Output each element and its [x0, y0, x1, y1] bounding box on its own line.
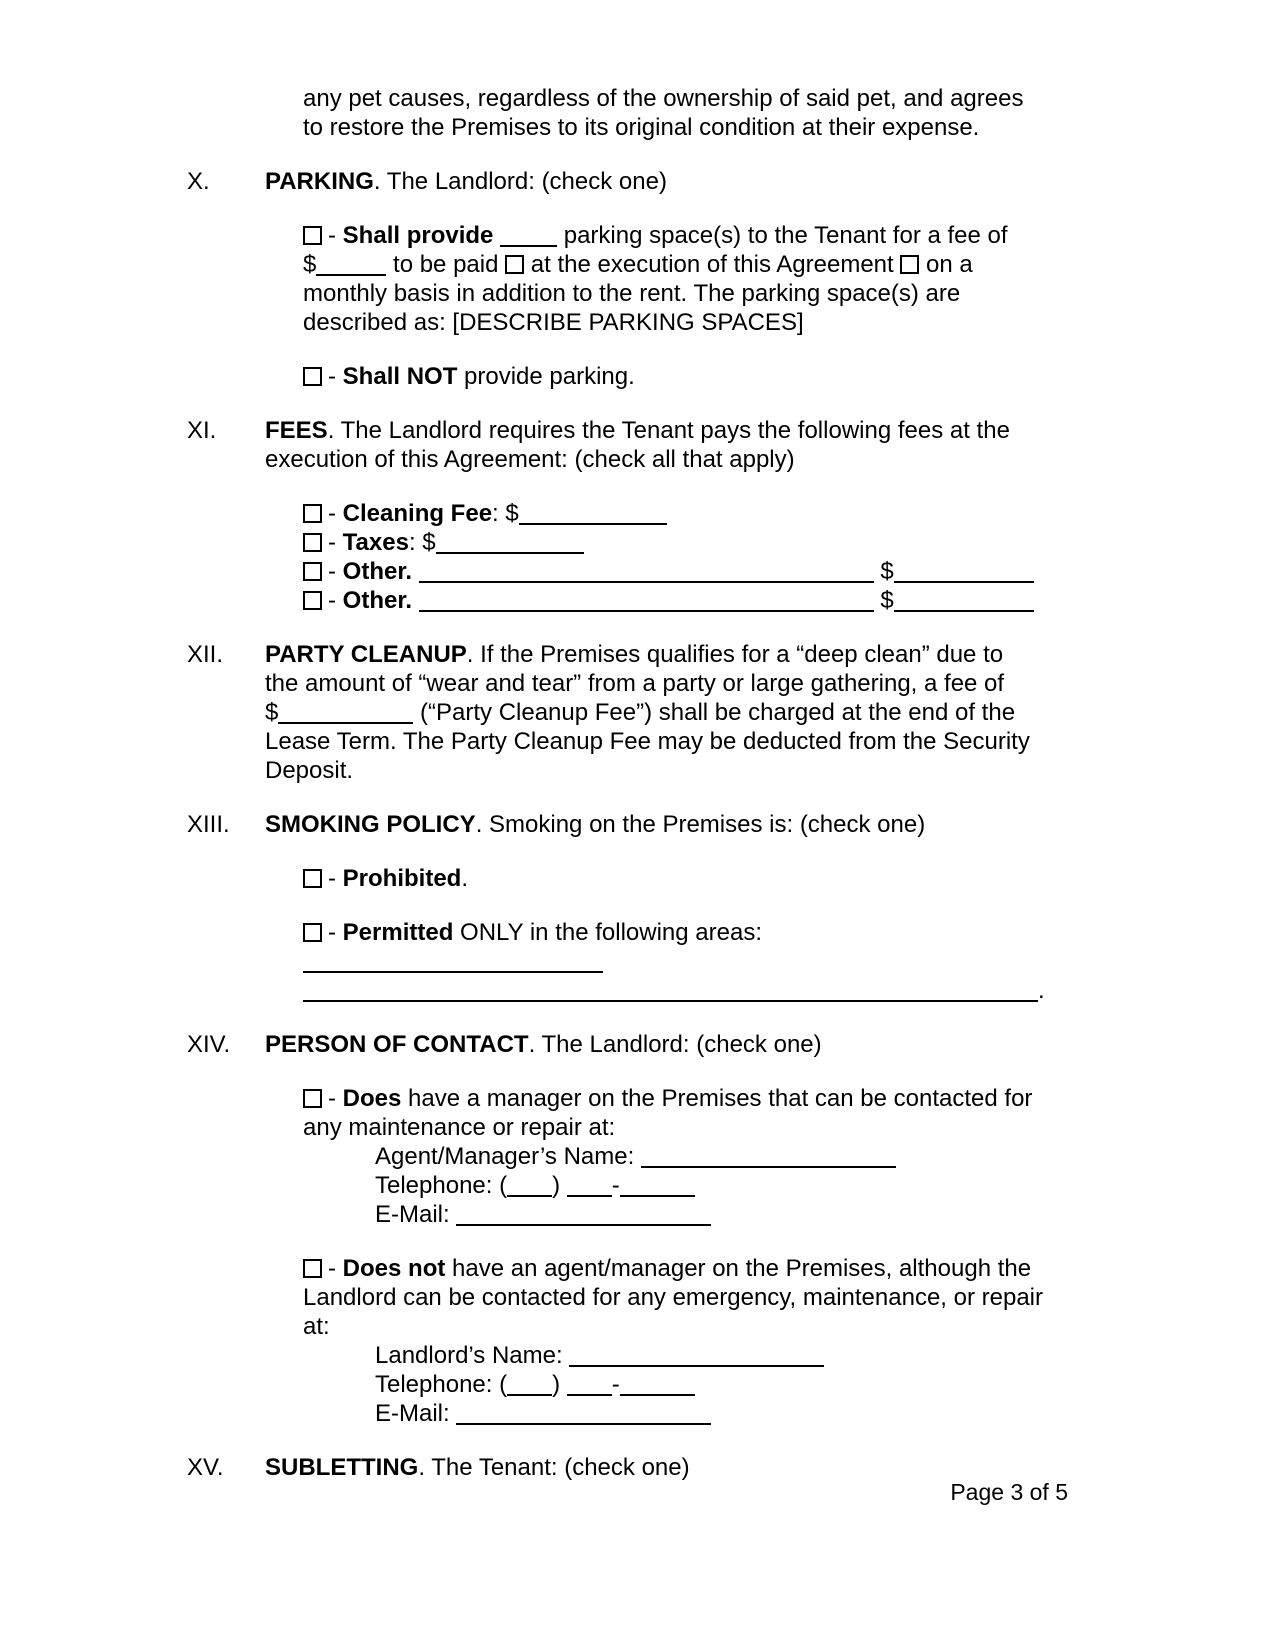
section-heading-rest: . The Landlord: (check one): [373, 168, 667, 195]
option-text: ONLY in the following areas:: [453, 919, 762, 946]
section-number: XIII.: [187, 811, 230, 838]
blank-parking-fee[interactable]: [316, 255, 386, 276]
checkbox-prohibited[interactable]: [303, 869, 322, 888]
fee-amount-group: [422, 529, 583, 556]
option-text: .: [461, 865, 469, 892]
dollar-sign: $: [873, 558, 894, 585]
option-does-not-have-manager: [303, 1254, 1048, 1341]
section-body: [265, 416, 1275, 640]
option-label: Does not: [342, 1255, 446, 1282]
blank-taxes-amount[interactable]: [436, 533, 584, 554]
section-number-empty: [187, 84, 265, 167]
section-number: XI.: [187, 417, 217, 444]
permitted-area-line-2: [303, 976, 1048, 1005]
section-smoking-policy: [187, 810, 1275, 1030]
checkbox-other-1[interactable]: [303, 562, 322, 581]
section-body: [265, 1453, 1275, 1507]
blank-landlord-email[interactable]: [456, 1404, 711, 1425]
field-label: -: [611, 1172, 620, 1199]
section-paragraph: [265, 640, 1040, 785]
blank-agent-name[interactable]: [641, 1147, 896, 1168]
option-label: Shall provide: [342, 222, 494, 249]
option-label: Permitted: [342, 919, 454, 946]
section-heading: [265, 167, 1040, 196]
option-text: :: [408, 529, 423, 556]
checkbox-taxes[interactable]: [303, 533, 322, 552]
fee-amount-group: [874, 558, 1034, 585]
fee-item-cleaning: [303, 499, 1048, 528]
section-title: SMOKING POLICY: [265, 811, 476, 838]
field-label: E-Mail:: [375, 1201, 457, 1228]
blank-permitted-area-1[interactable]: [303, 952, 603, 973]
dollar-sign: $: [873, 587, 894, 614]
fee-item-other-2: [303, 586, 1048, 615]
field-agent-email: [375, 1200, 1150, 1229]
dollar-sign: $: [422, 529, 436, 556]
option-dash: -: [328, 1255, 343, 1282]
section-text: (“Party Cleanup Fee”) shall be charged at the end of the Lease Term. The Party Cleanup Fee may be deducted from the Security Deposit.: [265, 699, 1037, 784]
section-party-cleanup: [187, 640, 1275, 810]
field-label: E-Mail:: [375, 1400, 457, 1427]
option-dash: -: [328, 529, 343, 556]
checkbox-permitted[interactable]: [303, 923, 322, 942]
option-dash: -: [328, 1085, 343, 1112]
fee-amount-group: [874, 587, 1034, 614]
section-heading-rest: . Smoking on the Premises is: (check one): [475, 811, 926, 838]
page-number: Page 3 of 5: [950, 1479, 1068, 1505]
dollar-sign: $: [505, 500, 519, 527]
blank-landlord-name[interactable]: [569, 1346, 824, 1367]
section-heading: [265, 416, 1040, 474]
field-label: ): [552, 1371, 567, 1398]
blank-agent-phone-area[interactable]: [507, 1176, 552, 1197]
spacer-text: [412, 587, 419, 614]
checkbox-shall-provide[interactable]: [303, 226, 322, 245]
dollar-sign: $: [265, 699, 279, 726]
section-body: [265, 1030, 1275, 1453]
fee-amount-group: [505, 500, 666, 527]
blank-agent-phone-line[interactable]: [620, 1176, 695, 1197]
permitted-area-line-1: [303, 947, 1048, 976]
section-person-of-contact: [187, 1030, 1275, 1453]
section-title: PARTY CLEANUP: [265, 641, 467, 668]
line-period: .: [1038, 977, 1045, 1004]
blank-permitted-area-2[interactable]: [303, 981, 1038, 1002]
continuation-body: [265, 84, 1275, 167]
section-number: XIV.: [187, 1031, 231, 1058]
field-label: Landlord’s Name:: [375, 1342, 570, 1369]
checkbox-shall-not-provide[interactable]: [303, 367, 322, 386]
option-dash: -: [328, 919, 343, 946]
option-does-have-manager: [303, 1084, 1048, 1142]
blank-landlord-phone-line[interactable]: [620, 1375, 695, 1396]
section-number: XV.: [187, 1454, 224, 1481]
option-dash: -: [328, 558, 343, 585]
option-text: at the execution of this Agreement: [524, 251, 901, 278]
blank-cleaning-fee-amount[interactable]: [519, 504, 667, 525]
blank-parking-spaces[interactable]: [500, 226, 557, 247]
section-body: [265, 810, 1275, 1030]
fee-amount-group: [265, 699, 413, 726]
section-number: X.: [187, 168, 210, 195]
section-title: PARKING: [265, 168, 374, 195]
section-parking: [187, 167, 1275, 416]
section-body: [265, 640, 1275, 810]
section-heading: [265, 810, 1040, 839]
section-title: SUBLETTING: [265, 1454, 419, 1481]
field-label: Agent/Manager’s Name:: [375, 1143, 641, 1170]
option-permitted: [303, 918, 1048, 947]
option-label: Cleaning Fee: [342, 500, 493, 527]
option-label: Other.: [342, 587, 413, 614]
option-dash: -: [328, 865, 343, 892]
section-heading-rest: . The Tenant: (check one): [418, 1454, 690, 1481]
dollar-sign: $: [303, 251, 317, 278]
section-heading-rest: . The Landlord: (check one): [528, 1031, 822, 1058]
field-label: Telephone: (: [375, 1371, 508, 1398]
blank-other-1-desc[interactable]: [419, 562, 874, 583]
fee-item-other-1: [303, 557, 1048, 586]
section-text: . If the Premises qualifies for a “deep clean” due to the amount of “wear and tear” from a party or large gathering, a fee of: [265, 641, 1011, 697]
option-shall-not-provide: [303, 362, 1048, 391]
field-landlord-email: [375, 1399, 1150, 1428]
option-text: on a monthly basis in addition to the rent. The parking space(s) are described as: [DESCRIBE PARKING SPACES]: [303, 251, 980, 336]
option-prohibited: [303, 864, 1048, 893]
checkbox-cleaning-fee[interactable]: [303, 504, 322, 523]
field-landlord-telephone: [375, 1370, 1150, 1399]
option-label: Other.: [342, 558, 413, 585]
option-text: have an agent/manager on the Premises, although the Landlord can be contacted for any emergency, maintenance, or repair at:: [303, 1255, 1050, 1340]
field-label: -: [611, 1371, 620, 1398]
fee-item-taxes: [303, 528, 1048, 557]
option-text: have a manager on the Premises that can be contacted for any maintenance or repair at:: [303, 1085, 1040, 1141]
option-label: Taxes: [342, 529, 409, 556]
blank-landlord-phone-area[interactable]: [507, 1375, 552, 1396]
field-label: Telephone: (: [375, 1172, 508, 1199]
option-dash: -: [328, 222, 343, 249]
field-agent-name: [375, 1142, 1150, 1171]
blank-other-2-amount[interactable]: [894, 591, 1034, 612]
option-text: to be paid: [386, 251, 506, 278]
field-landlord-name: [375, 1341, 1150, 1370]
blank-agent-email[interactable]: [456, 1205, 711, 1226]
section-number: XII.: [187, 641, 224, 668]
section-heading: [265, 1453, 1040, 1482]
section-heading: [265, 1030, 1040, 1059]
option-dash: -: [328, 500, 343, 527]
option-text: :: [492, 500, 506, 527]
section-body: [265, 167, 1275, 416]
section-heading-rest: . The Landlord requires the Tenant pays the following fees at the execution of this Agreement: (check all that apply): [265, 417, 1017, 473]
section-title: PERSON OF CONTACT: [265, 1031, 529, 1058]
continuation-row: [187, 84, 1275, 167]
option-dash: -: [328, 363, 343, 390]
option-dash: -: [328, 587, 343, 614]
option-label: Does: [342, 1085, 402, 1112]
option-label: Shall NOT: [342, 363, 458, 390]
blank-other-2-desc[interactable]: [419, 591, 874, 612]
section-fees: [187, 416, 1275, 640]
fee-amount-group: [303, 251, 386, 278]
option-label: Prohibited: [342, 865, 462, 892]
blank-other-1-amount[interactable]: [894, 562, 1034, 583]
blank-party-cleanup-fee[interactable]: [278, 703, 413, 724]
section-title: FEES: [265, 417, 328, 444]
option-shall-provide: [303, 221, 1048, 337]
section-subletting: [187, 1453, 1275, 1507]
blank-landlord-phone-prefix[interactable]: [567, 1375, 612, 1396]
option-text: provide parking.: [457, 363, 635, 390]
continuation-paragraph: any pet causes, regardless of the ownership of said pet, and agrees to restore the Premises to its original condition at their expense.: [303, 85, 1031, 141]
checkbox-does-not-have-manager[interactable]: [303, 1259, 322, 1278]
checkbox-other-2[interactable]: [303, 591, 322, 610]
spacer-text: [412, 558, 419, 585]
checkbox-does-have-manager[interactable]: [303, 1089, 322, 1108]
checkbox-fee-monthly[interactable]: [900, 255, 919, 274]
blank-agent-phone-prefix[interactable]: [567, 1176, 612, 1197]
option-text: parking space(s) to the Tenant for a fee of: [557, 222, 1015, 249]
field-label: ): [552, 1172, 567, 1199]
spacer-text: [493, 222, 500, 249]
checkbox-fee-at-execution[interactable]: [505, 255, 524, 274]
field-agent-telephone: [375, 1171, 1150, 1200]
